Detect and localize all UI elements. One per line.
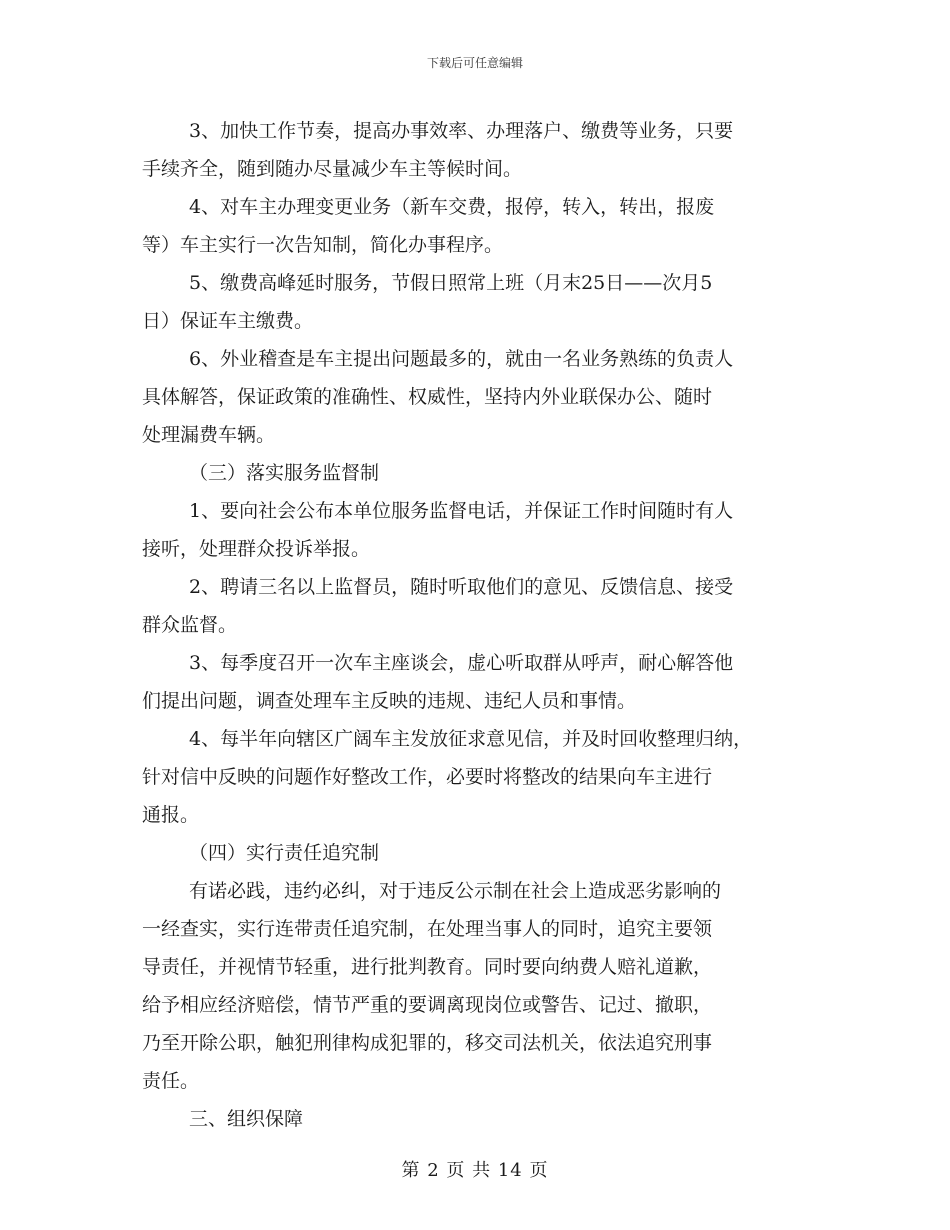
text-line: 有诺必践，违约必纠，对于违反公示制在社会上造成恶劣影响的 [189,880,722,902]
text-line: 3、加快工作节奏，提高办事效率、办理落户、缴费等业务，只要 [189,120,734,142]
section-heading: 三、组织保障 [189,1108,304,1130]
text-line: 通报。 [142,804,200,826]
text-line: 3、每季度召开一次车主座谈会，虚心听取群从呼声，耐心解答他 [189,652,734,674]
text-line: 6、外业稽查是车主提出问题最多的，就由一名业务熟练的负责人 [189,348,734,370]
text-line: 针对信中反映的问题作好整改工作，必要时将整改的结果向车主进行 [142,766,713,788]
text-line: 乃至开除公职，触犯刑律构成犯罪的，移交司法机关，依法追究刑事 [142,1032,713,1054]
text-line: 等）车主实行一次告知制，简化办事程序。 [142,234,504,256]
section-heading: （三）落实服务监督制 [189,462,380,484]
text-line: 2、聘请三名以上监督员，随时听取他们的意见、反馈信息、接受 [189,576,734,598]
text-line: 们提出问题，调查处理车主反映的违规、违纪人员和事情。 [142,690,637,712]
text-line: 一经查实，实行连带责任追究制，在处理当事人的同时，追究主要领 [142,918,713,940]
text-line: 群众监督。 [142,614,238,636]
page-number: 第 2 页 共 14 页 [401,1160,549,1181]
text-line: 5、缴费高峰延时服务，节假日照常上班（月末25日——次月5 [189,272,713,294]
text-line: 具体解答，保证政策的准确性、权威性，坚持内外业联保办公、随时 [142,386,713,408]
text-line: 责任。 [142,1070,200,1092]
text-line: 手续齐全，随到随办尽量减少车主等候时间。 [142,158,523,180]
document-body [142,112,818,1138]
text-line: 日）保证车主缴费。 [142,310,314,332]
text-line: 给予相应经济赔偿，情节严重的要调离现岗位或警告、记过、撤职， [142,994,713,1016]
text-line: 处理漏费车辆。 [142,424,276,446]
text-line: 导责任，并视情节轻重，进行批判教育。同时要向纳费人赔礼道歉， [142,956,713,978]
text-line: 4、对车主办理变更业务（新车交费，报停，转入，转出，报废 [189,196,715,218]
page-header: 下载后可任意编辑 [426,56,523,70]
text-line: 接听，处理群众投诉举报。 [142,538,371,560]
text-line: 1、要向社会公布本单位服务监督电话，并保证工作时间随时有人 [189,500,734,522]
section-heading: （四）实行责任追究制 [189,842,380,864]
text-line: 4、每半年向辖区广阔车主发放征求意见信，并及时回收整理归纳， [189,728,753,750]
